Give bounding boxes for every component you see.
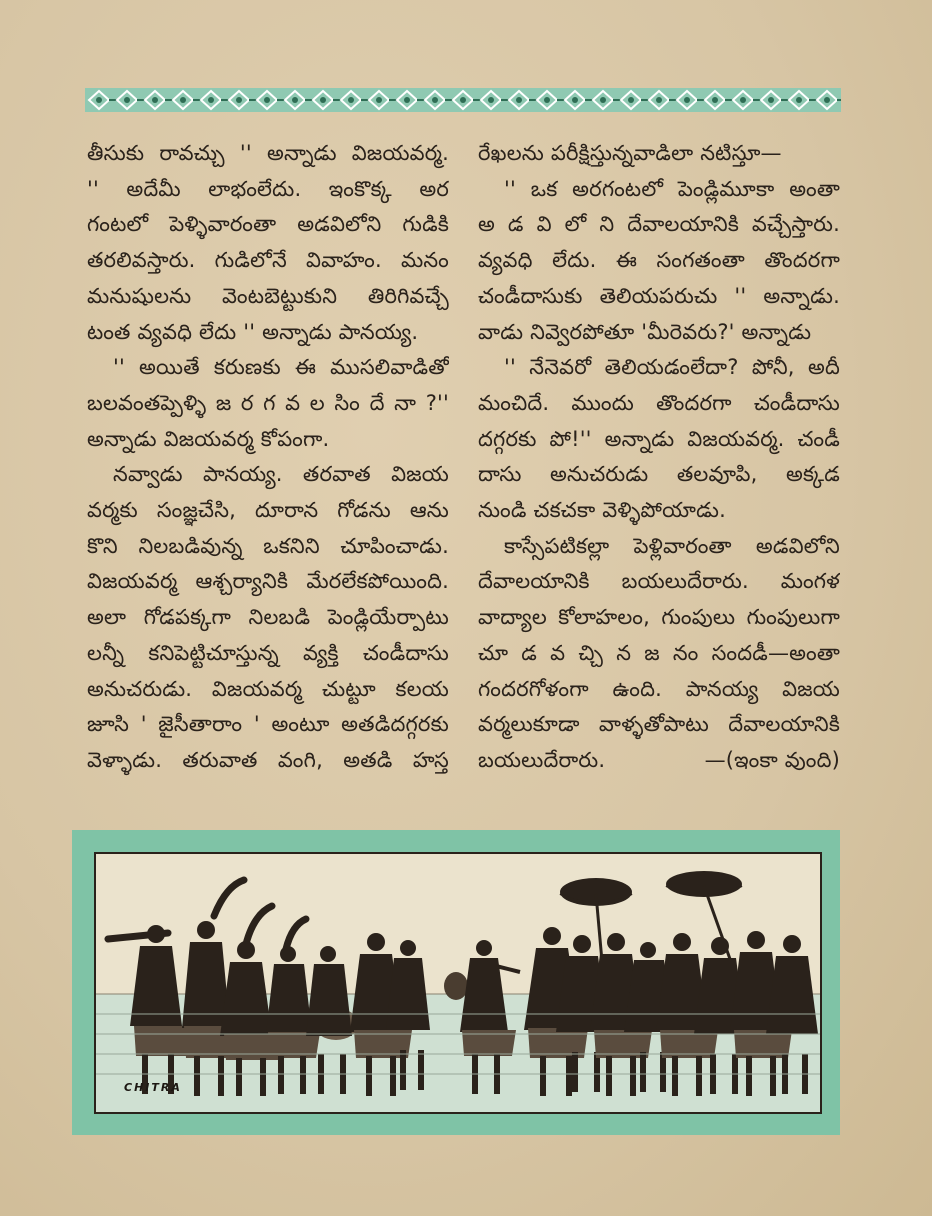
continued-note: —(ఇంకా వుంది) xyxy=(704,747,840,772)
border-motif xyxy=(481,91,509,109)
text-line: నవ్వాడు పానయ్య. తరవాత విజయ xyxy=(113,462,449,487)
border-motif xyxy=(369,91,397,109)
border-motif xyxy=(817,91,841,109)
border-motif xyxy=(257,91,285,109)
border-motif xyxy=(397,91,425,109)
text-line: తీసుకు రావచ్చు '' అన్నాడు విజయవర్మ. xyxy=(87,141,449,165)
text-line: '' నేనెవరో తెలియడంలేదా? పోనీ, అదీ xyxy=(504,355,840,380)
text-line: నుండి చకచకా వెళ్ళిపోయాడు. xyxy=(478,498,726,523)
text-line: వర్మలుకూడా వాళ్ళతోపాటు దేవాలయానికి xyxy=(478,712,840,737)
border-motif xyxy=(593,91,621,109)
border-motif xyxy=(425,91,453,109)
border-motif xyxy=(313,91,341,109)
border-motif xyxy=(649,91,677,109)
text-line: మంచిదే. ముందు తొందరగా చండీదాసు xyxy=(478,390,840,415)
border-motif xyxy=(537,91,565,109)
left-column xyxy=(87,136,449,779)
border-motif xyxy=(761,91,789,109)
border-motif xyxy=(117,91,145,109)
text-line: అ డ వి లో ని దేవాలయానికి వచ్చేస్తారు. xyxy=(478,212,840,237)
text-line: గందరగోళంగా ఉంది. పానయ్య విజయ xyxy=(478,676,840,701)
text-line: టంత వ్యవధి లేదు '' అన్నాడు పానయ్య. xyxy=(87,319,419,344)
text-line: వెళ్ళాడు. తరువాత వంగి, అతడి హస్త xyxy=(87,747,449,772)
text-line: బలవంతప్పెళ్ళి జ ర గ వ ల సిం దే నా ?'' xyxy=(87,390,449,415)
text-line: అన్నాడు విజయవర్మ కోపంగా. xyxy=(87,426,330,451)
border-motif xyxy=(229,91,257,109)
text-line: గంటలో పెళ్ళివారంతా అడవిలోని గుడికి xyxy=(87,212,449,237)
border-motif xyxy=(733,91,761,109)
border-pattern xyxy=(85,88,841,112)
border-motif xyxy=(453,91,481,109)
border-motif xyxy=(705,91,733,109)
text-line: వాడు నివ్వెరపోతూ 'మీరెవరు?' అన్నాడు xyxy=(478,319,812,344)
text-line: విజయవర్మ ఆశ్చర్యానికి మేరలేకపోయింది. xyxy=(87,569,449,594)
border-motif xyxy=(341,91,369,109)
decorative-border xyxy=(85,88,841,112)
border-motif xyxy=(89,91,117,109)
text-line: '' అదేమీ లాభంలేదు. ఇంకొక్క అర xyxy=(87,176,449,201)
right-column xyxy=(478,136,840,779)
border-motif xyxy=(565,91,593,109)
text-line: వర్మకు సంజ్ఞచేసి, దూరాన గోడను ఆను xyxy=(87,498,449,523)
border-motif xyxy=(677,91,705,109)
text-line: జూసి ' జైసీతారాం ' అంటూ అతడిదగ్గరకు xyxy=(87,712,449,737)
border-motif xyxy=(789,91,817,109)
text-line: '' అయితే కరుణకు ఈ ముసలివాడితో xyxy=(113,355,449,380)
text-line: లన్నీ కనిపెట్టిచూస్తున్న వ్యక్తి చండీదాసు xyxy=(87,640,449,665)
border-motif xyxy=(509,91,537,109)
illustration-frame xyxy=(72,830,840,1135)
text-line: చండీదాసుకు తెలియపరుచు '' అన్నాడు. xyxy=(478,283,840,308)
text-line: బయలుదేరారు. xyxy=(478,747,606,772)
text-line: '' ఒక అరగంటలో పెండ్లిమూకా అంతా xyxy=(504,176,840,201)
text-line-final xyxy=(478,743,840,779)
text-line: కాస్సేపటికల్లా పెళ్లివారంతా అడవిలోని xyxy=(504,533,840,558)
text-line: మనుషులను వెంటబెట్టుకుని తిరిగివచ్చే xyxy=(87,283,449,308)
text-line: వాద్యాల కోలాహలం, గుంపులు గుంపులుగా xyxy=(478,605,840,630)
border-motif xyxy=(285,91,313,109)
text-line: దగ్గరకు పో!'' అన్నాడు విజయవర్మ. చండీ xyxy=(478,426,840,451)
text-line: దేవాలయానికి బయలుదేరారు. మంగళ xyxy=(478,569,840,594)
text-line: దాసు అనుచరుడు తలవూపి, అక్కడ xyxy=(478,462,840,487)
procession-scene xyxy=(96,854,820,1112)
border-motif xyxy=(173,91,201,109)
border-motif xyxy=(145,91,173,109)
text-line: చూ డ వ చ్చి న జ నం సందడీ—అంతా xyxy=(478,640,840,665)
text-line: అలా గోడపక్కగా నిలబడి పెండ్లియేర్పాటు xyxy=(87,605,449,630)
text-line: తరలివస్తారు. గుడిలోనే వివాహం. మనం xyxy=(87,248,449,273)
border-motif xyxy=(201,91,229,109)
border-motif xyxy=(621,91,649,109)
text-line: అనుచరుడు. విజయవర్మ చుట్టూ కలయ xyxy=(87,676,449,701)
text-line: రేఖలను పరీక్షిస్తున్నవాడిలా నటిస్తూ— xyxy=(478,141,782,165)
text-line: వ్యవధి లేదు. ఈ సంగతంతా తొందరగా xyxy=(478,248,840,273)
procession-illustration xyxy=(94,852,822,1114)
artist-signature: CHITRA xyxy=(124,1081,182,1094)
text-line: కొని నిలబడివున్న ఒకనిని చూపించాడు. xyxy=(87,533,449,558)
